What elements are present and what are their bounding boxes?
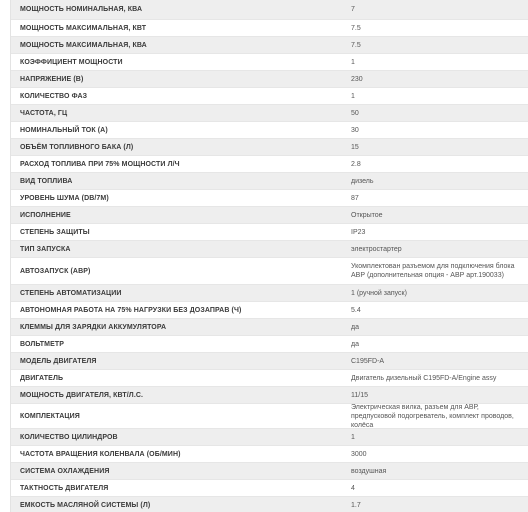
spec-label: МОЩНОСТЬ НОМИНАЛЬНАЯ, КВА: [20, 6, 143, 13]
spec-value: дизель: [351, 177, 374, 185]
table-row: [11, 224, 528, 241]
spec-label: ЧАСТОТА, ГЦ: [20, 109, 68, 117]
spec-value: 1.7: [351, 501, 361, 509]
table-row: [11, 370, 528, 387]
spec-label: СТЕПЕНЬ АВТОМАТИЗАЦИИ: [20, 289, 122, 297]
spec-value: 5.4: [351, 306, 361, 314]
spec-value: 3000: [351, 450, 367, 458]
spec-label: ТАКТНОСТЬ ДВИГАТЕЛЯ: [20, 484, 109, 492]
spec-value: 30: [351, 126, 359, 134]
spec-label: СТЕПЕНЬ ЗАЩИТЫ: [20, 228, 90, 236]
spec-label: МОДЕЛЬ ДВИГАТЕЛЯ: [20, 357, 97, 365]
spec-value: электростартер: [351, 245, 402, 253]
spec-label: ОБЪЁМ ТОПЛИВНОГО БАКА (Л): [20, 143, 134, 151]
table-row: [11, 404, 528, 429]
table-row: [11, 241, 528, 258]
table-row: [11, 122, 528, 139]
table-row: [11, 446, 528, 463]
spec-table: [10, 0, 528, 512]
spec-label: УРОВЕНЬ ШУМА (DB/7M): [20, 194, 109, 202]
spec-label: МОЩНОСТЬ ДВИГАТЕЛЯ, КВТ/Л.С.: [20, 391, 144, 399]
spec-label: НОМИНАЛЬНЫЙ ТОК (А): [20, 126, 108, 134]
spec-label: СИСТЕМА ОХЛАЖДЕНИЯ: [20, 467, 110, 475]
spec-value: 1: [351, 433, 355, 441]
spec-label: ЧАСТОТА ВРАЩЕНИЯ КОЛЕНВАЛА (ОБ/МИН): [20, 450, 181, 458]
table-row: [11, 497, 528, 512]
spec-label: МОЩНОСТЬ МАКСИМАЛЬНАЯ, КВТ: [20, 24, 147, 32]
table-row: [11, 353, 528, 370]
spec-value: да: [351, 323, 359, 331]
spec-label: АВТОНОМНАЯ РАБОТА НА 75% НАГРУЗКИ БЕЗ ДОЗАПРАВ (Ч): [20, 306, 242, 314]
table-row: [11, 480, 528, 497]
spec-value: 1 (ручной запуск): [351, 289, 407, 297]
table-row: [11, 387, 528, 404]
spec-label: КОМПЛЕКТАЦИЯ: [20, 412, 80, 420]
spec-label: КОЛИЧЕСТВО ФАЗ: [20, 92, 88, 100]
table-row: [11, 105, 528, 122]
spec-label: АВТОЗАПУСК (АВР): [20, 267, 91, 275]
table-row: [11, 0, 528, 20]
table-row: [11, 88, 528, 105]
table-row: [11, 285, 528, 302]
table-row: [11, 429, 528, 446]
spec-label: ДВИГАТЕЛЬ: [20, 374, 64, 382]
table-row: [11, 173, 528, 190]
spec-value: 87: [351, 194, 359, 202]
table-row: [11, 139, 528, 156]
spec-value: 7.5: [351, 24, 361, 32]
spec-value: Открытое: [351, 211, 383, 219]
spec-label: КОЭФФИЦИЕНТ МОЩНОСТИ: [20, 58, 123, 66]
table-row: [11, 319, 528, 336]
spec-label: ВОЛЬТМЕТР: [20, 340, 65, 348]
spec-value: 15: [351, 143, 359, 151]
spec-value: C195FD-A: [351, 357, 385, 365]
spec-value: 7: [351, 6, 355, 13]
table-row: [11, 258, 528, 285]
table-row: [11, 37, 528, 54]
spec-label: МОЩНОСТЬ МАКСИМАЛЬНАЯ, КВА: [20, 41, 147, 49]
spec-value: 7.5: [351, 41, 361, 49]
table-row: [11, 336, 528, 353]
spec-label: ВИД ТОПЛИВА: [20, 177, 73, 185]
spec-value: IP23: [351, 228, 366, 236]
spec-value: Укомплектован разъемом для подключения блока АВР (дополнительная опция - АВР арт.190033): [351, 263, 515, 279]
spec-label: НАПРЯЖЕНИЕ (В): [20, 75, 84, 83]
spec-value: да: [351, 340, 359, 348]
table-row: [11, 463, 528, 480]
spec-label: ТИП ЗАПУСКА: [20, 245, 71, 253]
table-row: [11, 54, 528, 71]
table-row: [11, 207, 528, 224]
table-row: [11, 71, 528, 88]
spec-label: КЛЕММЫ ДЛЯ ЗАРЯДКИ АККУМУЛЯТОРА: [20, 323, 167, 331]
spec-value: 2.8: [351, 160, 361, 168]
table-row: [11, 302, 528, 319]
spec-value: Электрическая вилка, разъем для АВР, предпусковой подогреватель, комплект проводов, колёса: [351, 403, 514, 429]
spec-label: ЕМКОСТЬ МАСЛЯНОЙ СИСТЕМЫ (Л): [20, 501, 151, 509]
table-row: [11, 156, 528, 173]
spec-value: воздушная: [351, 467, 387, 475]
spec-label: РАСХОД ТОПЛИВА ПРИ 75% МОЩНОСТИ Л/Ч: [20, 160, 180, 168]
spec-label: КОЛИЧЕСТВО ЦИЛИНДРОВ: [20, 433, 118, 441]
spec-value: 1: [351, 58, 355, 66]
spec-value: Двигатель дизельный C195FD-A/Engine assy: [351, 374, 497, 382]
table-row: [11, 20, 528, 37]
spec-value: 11/15: [351, 391, 368, 399]
spec-value: 50: [351, 109, 359, 117]
table-row: [11, 190, 528, 207]
spec-value: 230: [351, 75, 363, 83]
spec-value: 1: [351, 92, 355, 100]
spec-label: ИСПОЛНЕНИЕ: [20, 211, 71, 219]
spec-value: 4: [351, 484, 355, 492]
